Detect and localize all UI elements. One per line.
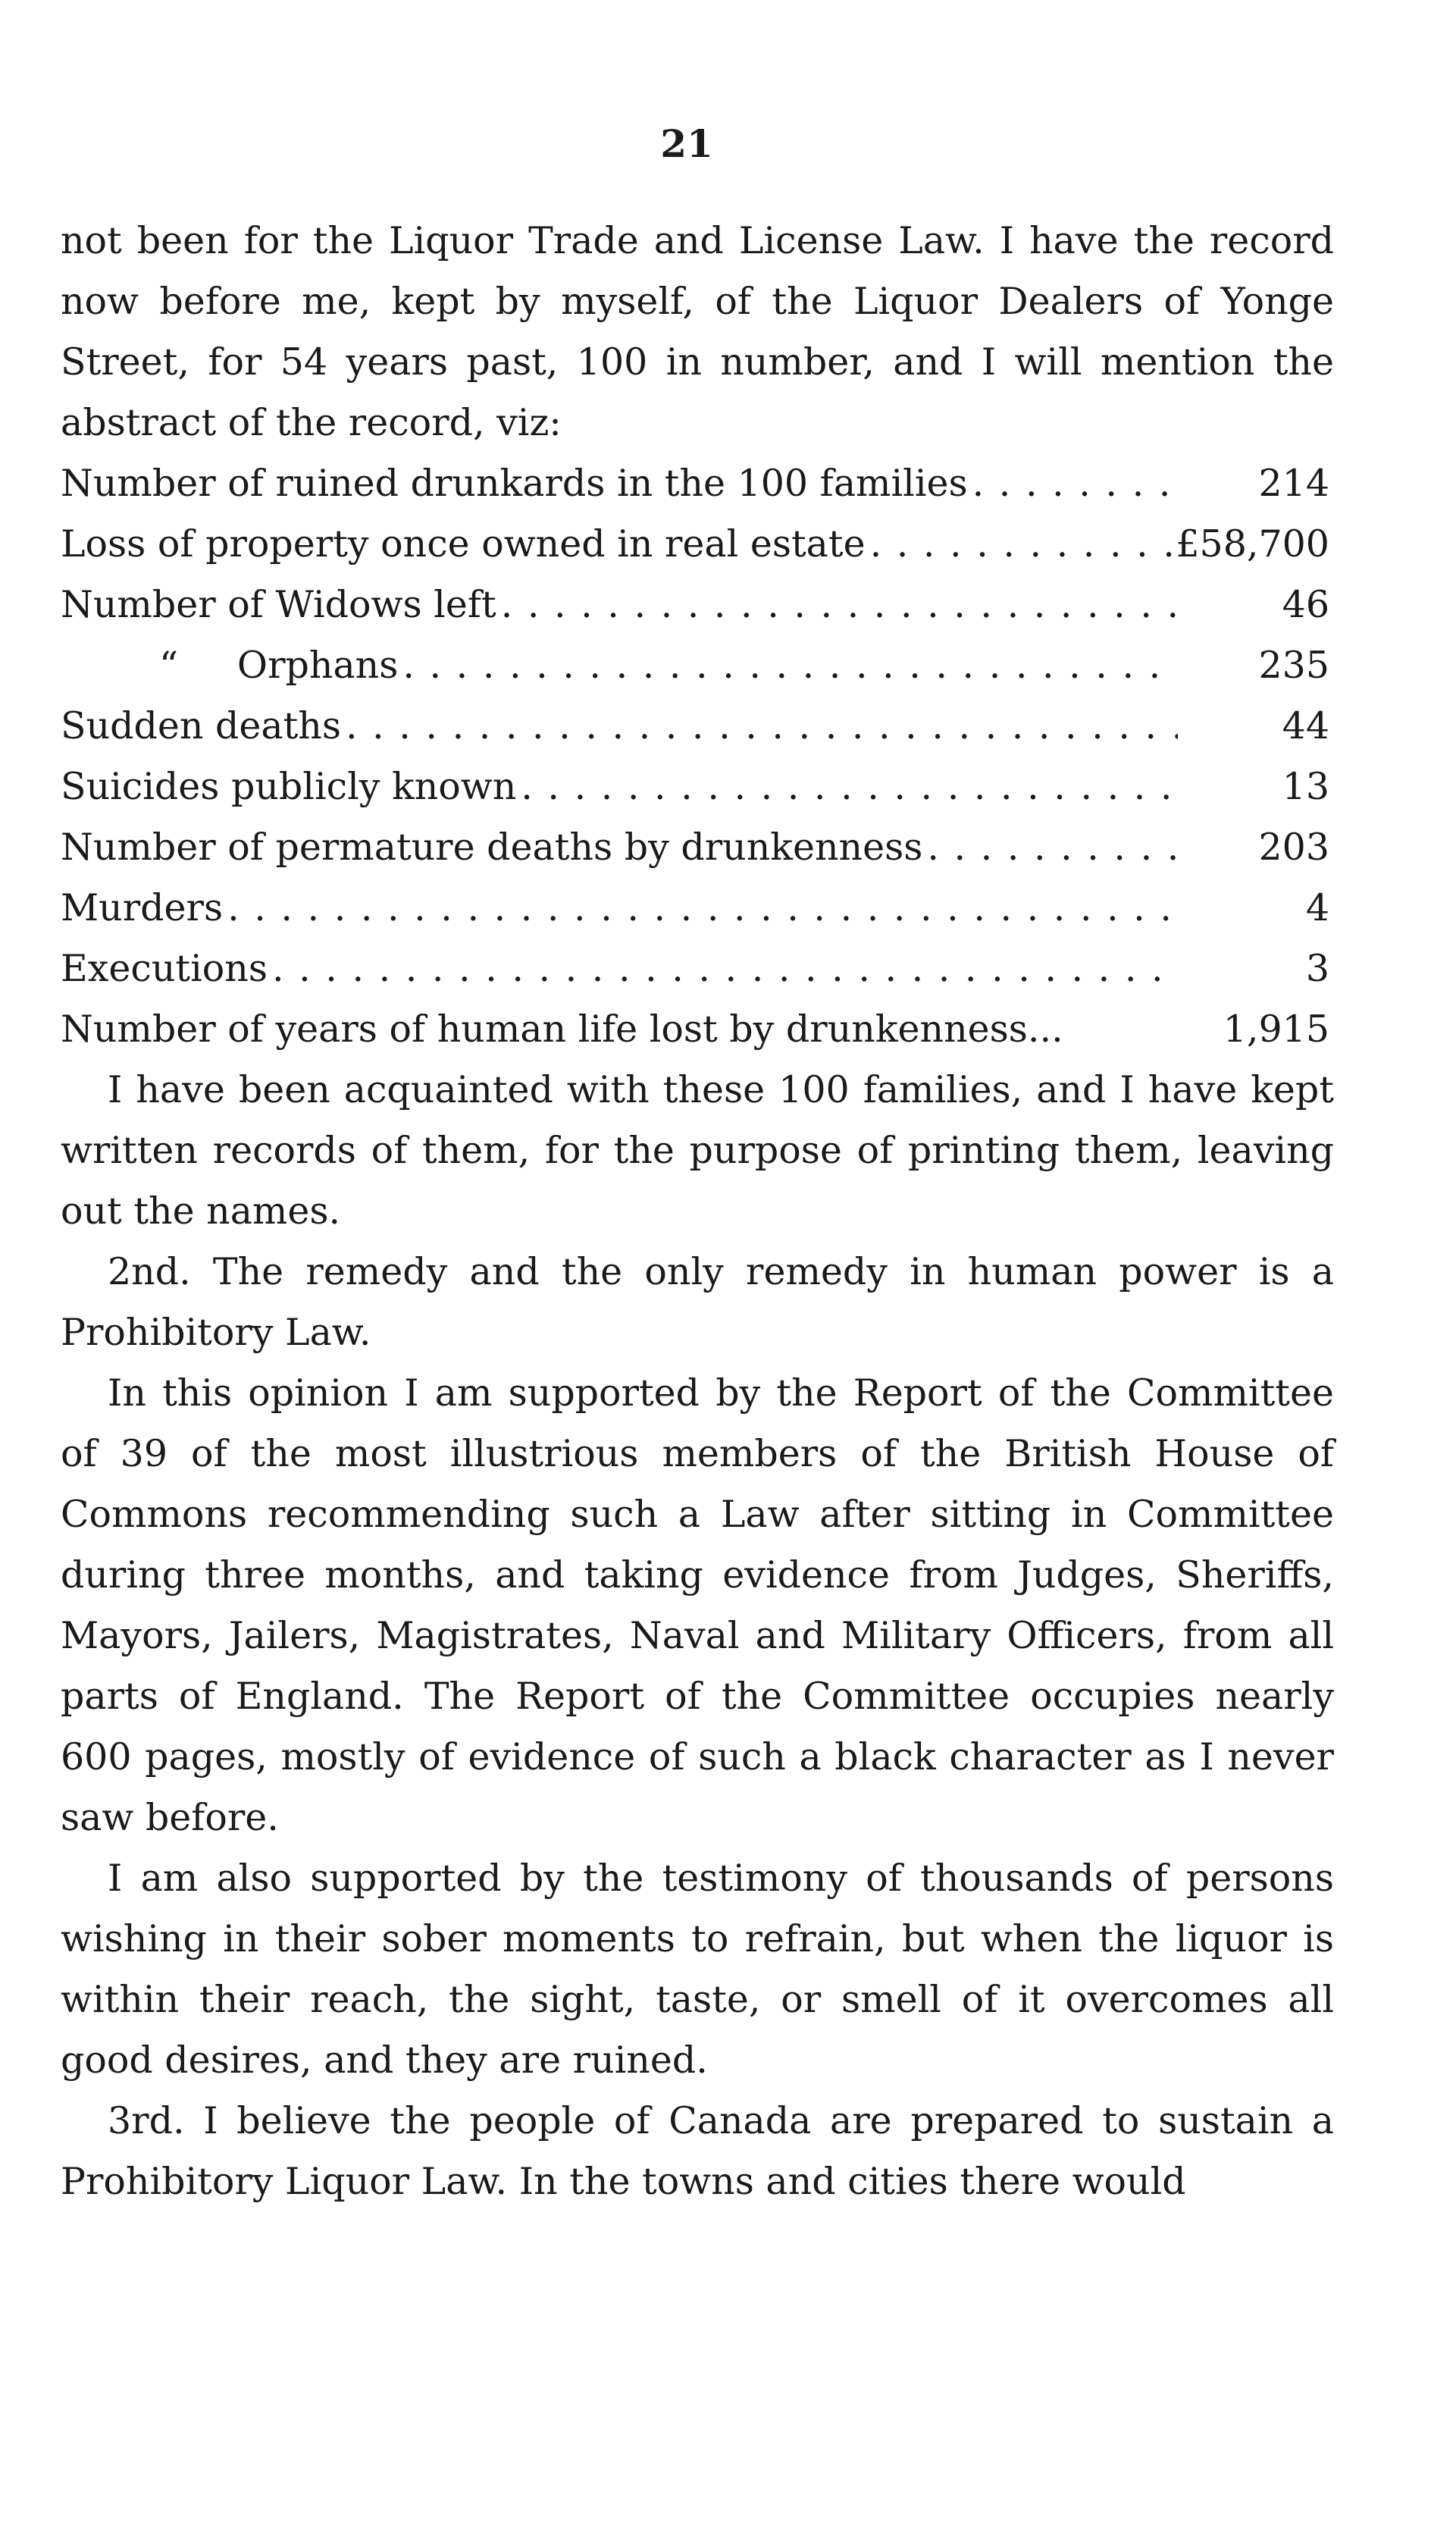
abstract-row [61,939,1334,999]
abstract-label: Sudden deaths [61,704,341,747]
abstract-row [61,817,1334,878]
abstract-label: Murders [61,886,224,929]
abstract-value: 3 [1305,947,1329,990]
record-abstract-table [61,453,1334,1060]
abstract-value: 214 [1258,462,1329,505]
abstract-label: Number of ruined drunkards in the 100 families [61,462,968,505]
page-number: 21 [660,121,713,166]
abstract-row [61,878,1334,939]
leader-dots [402,635,1178,696]
abstract-row [61,757,1334,817]
abstract-label: Number of Widows left [61,583,496,626]
abstract-row [61,999,1334,1060]
abstract-label: Executions [61,947,268,990]
leader-dots [272,939,1178,999]
abstract-label: “ Orphans [159,644,399,687]
intro-paragraph: not been for the Liquor Trade and License Law. I have the record now before me, kept by myself, of the Liquor Dealers of Yonge Street, for 54 years past, 100 in number, and I will mention the abstract of the record, viz: [61,219,1334,444]
body-paragraph: 2nd. The remedy and the only remedy in human power is a Prohibitory Law. [61,1250,1334,1354]
abstract-label: Number of years of human life lost by drunkenness... [61,1008,1063,1051]
abstract-value: 46 [1282,583,1329,626]
leader-dots [501,575,1178,635]
leader-dots [521,757,1178,817]
abstract-row [61,696,1334,757]
abstract-value: £58,700 [1176,522,1329,566]
body-paragraph: 3rd. I believe the people of Canada are prepared to sustain a Prohibitory Liquor Law. In the towns and cities there would [61,2099,1334,2203]
book-page [61,121,1334,2212]
abstract-row [61,514,1334,575]
abstract-label: Suicides publicly known [61,765,517,808]
body-paragraph: I have been acquainted with these 100 families, and I have kept written records of them, for the purpose of printing them, leaving out the names. [61,1068,1334,1233]
abstract-value: 4 [1305,886,1329,929]
leader-dots [927,817,1178,878]
leader-dots [227,878,1178,939]
body-paragraph: I am also supported by the testimony of thousands of persons wishing in their sober moments to refrain, but when the liquor is within their reach, the sight, taste, or smell of it overcomes all good desires, and they are ruined. [61,1857,1334,2082]
abstract-label: Loss of property once owned in real estate [61,522,866,566]
abstract-value: 1,915 [1223,1008,1329,1051]
body-paragraph: In this opinion I am supported by the Report of the Committee of 39 of the most illustrious members of the British House of Commons recommending such a Law after sitting in Committee during three months, and taking evidence from Judges, Sheriffs, Mayors, Jailers, Magistrates, Naval and Military Officers, from all parts of England. The Report of the Committee occupies nearly 600 pages, mostly of evidence of such a black character as I never saw before. [61,1371,1334,1839]
leader-dots [972,453,1178,514]
abstract-row [61,575,1334,635]
abstract-value: 235 [1258,644,1329,687]
abstract-label: Number of permature deaths by drunkenness [61,826,923,869]
abstract-value: 203 [1258,826,1329,869]
abstract-row [61,453,1334,514]
abstract-value: 13 [1282,765,1329,808]
leader-dots [870,514,1176,575]
abstract-value: 44 [1282,704,1329,747]
abstract-row [61,635,1334,696]
leader-dots [346,696,1178,757]
